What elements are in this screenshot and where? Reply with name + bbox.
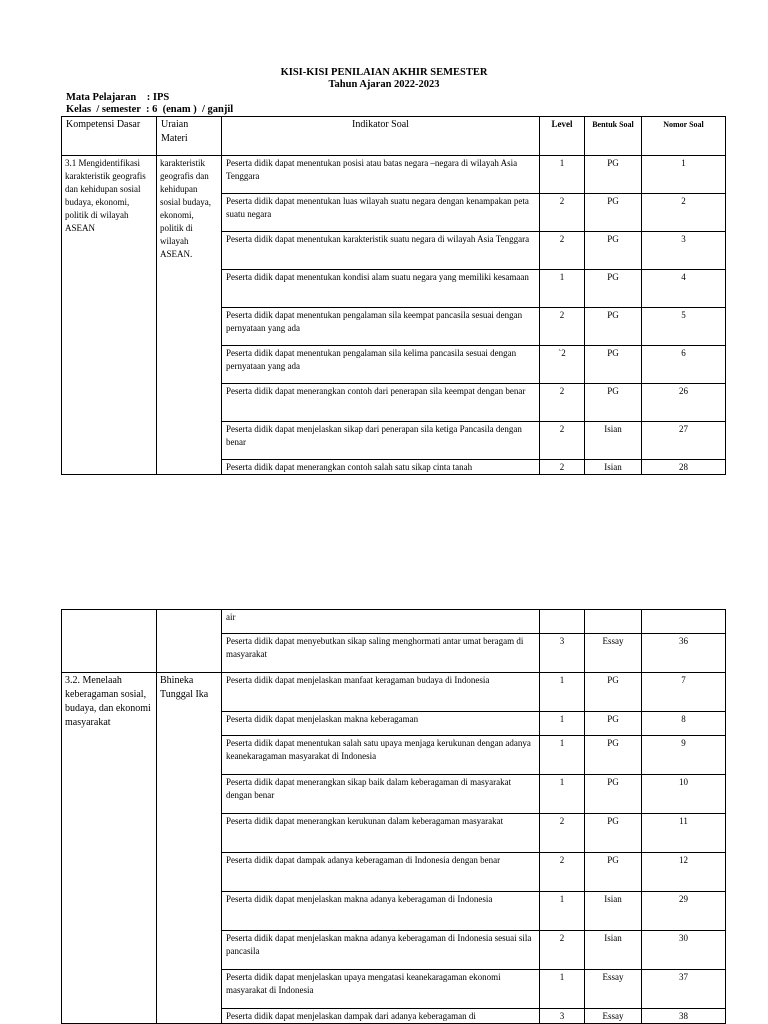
level-cell: 3 (540, 1009, 585, 1024)
indikator-cell: Peserta didik dapat menerangkan contoh salah satu sikap cinta tanah (222, 460, 540, 475)
level-cell: 1 (540, 970, 585, 1009)
level-cell: 2 (540, 853, 585, 892)
indikator-cell: Peserta didik dapat menyebutkan sikap saling menghormati antar umat beragam di masyarakat (222, 634, 540, 673)
indikator-cell: Peserta didik dapat menjelaskan upaya mengatasi keanekaragaman ekonomi masyarakat di Indonesia (222, 970, 540, 1009)
indikator-cell: Peserta didik dapat menjelaskan dampak dari adanya keberagaman di (222, 1009, 540, 1024)
level-cell: 1 (540, 270, 585, 308)
bentuk-soal-cell: Essay (585, 1009, 642, 1024)
indikator-cell: Peserta didik dapat menjelaskan makna adanya keberagaman di Indonesia sesuai sila pancasila (222, 931, 540, 970)
level-cell: 1 (540, 892, 585, 931)
uraian-materi-cell: karakteristik geografis dan kehidupan sosial budaya, ekonomi, politik di wilayah ASEAN. (157, 156, 222, 475)
bentuk-soal-cell (585, 610, 642, 634)
nomor-soal-cell: 12 (642, 853, 726, 892)
indikator-cell: Peserta didik dapat menentukan karakteristik suatu negara di wilayah Asia Tenggara (222, 232, 540, 270)
bentuk-soal-cell: PG (585, 232, 642, 270)
bentuk-soal-cell: PG (585, 673, 642, 712)
level-cell (540, 610, 585, 634)
subject-line: Mata Pelajaran : IPS (66, 92, 170, 103)
indikator-cell: Peserta didik dapat menentukan salah satu upaya menjaga kerukunan dengan adanya keanekaragaman masyarakat di Indonesia (222, 736, 540, 775)
bentuk-soal-cell: PG (585, 308, 642, 346)
kompetensi-dasar-cell: 3.2. Menelaah keberagaman sosial, budaya, dan ekonomi masyarakat (62, 673, 157, 1024)
header-indikator-soal: Indikator Soal (222, 117, 540, 156)
bentuk-soal-cell: Isian (585, 422, 642, 460)
indikator-cell: Peserta didik dapat menentukan pengalaman sila kelima pancasila sesuai dengan pernyataan yang ada (222, 346, 540, 384)
class-line: Kelas / semester : 6 (enam ) / ganjil (66, 104, 234, 115)
header-kompetensi-dasar: Kompetensi Dasar (62, 117, 157, 156)
nomor-soal-cell: 28 (642, 460, 726, 475)
bentuk-soal-cell: PG (585, 156, 642, 194)
nomor-soal-cell: 6 (642, 346, 726, 384)
level-cell: 3 (540, 634, 585, 673)
nomor-soal-cell: 10 (642, 775, 726, 814)
indikator-cell: Peserta didik dapat menjelaskan makna keberagaman (222, 712, 540, 736)
uraian-materi-cell-empty (157, 610, 222, 673)
bentuk-soal-cell: Isian (585, 460, 642, 475)
indikator-cell: Peserta didik dapat menerangkan contoh dari penerapan sila keempat dengan benar (222, 384, 540, 422)
level-cell: 1 (540, 736, 585, 775)
table-row (62, 673, 726, 712)
kompetensi-dasar-cell-empty (62, 610, 157, 673)
nomor-soal-cell: 26 (642, 384, 726, 422)
indikator-cell: Peserta didik dapat menerangkan sikap baik dalam keberagaman di masyarakat dengan benar (222, 775, 540, 814)
nomor-soal-cell: 38 (642, 1009, 726, 1024)
bentuk-soal-cell: PG (585, 346, 642, 384)
level-cell: 2 (540, 460, 585, 475)
bentuk-soal-cell: PG (585, 384, 642, 422)
level-cell: 1 (540, 775, 585, 814)
nomor-soal-cell: 1 (642, 156, 726, 194)
uraian-materi-cell: Bhineka Tunggal Ika (157, 673, 222, 1024)
header-uraian-materi: Uraian Materi (157, 117, 222, 156)
nomor-soal-cell: 9 (642, 736, 726, 775)
level-cell: 2 (540, 422, 585, 460)
indikator-cell: Peserta didik dapat menerangkan kerukunan dalam keberagaman masyarakat (222, 814, 540, 853)
level-cell: 1 (540, 673, 585, 712)
bentuk-soal-cell: PG (585, 853, 642, 892)
indikator-cell: Peserta didik dapat menjelaskan sikap dari penerapan sila ketiga Pancasila dengan benar (222, 422, 540, 460)
nomor-soal-cell: 8 (642, 712, 726, 736)
document-title: KISI-KISI PENILAIAN AKHIR SEMESTER (280, 67, 488, 78)
nomor-soal-cell (642, 610, 726, 634)
level-cell: 2 (540, 194, 585, 232)
header-nomor-soal: Nomor Soal (642, 117, 726, 156)
level-cell: `2 (540, 346, 585, 384)
level-cell: 1 (540, 156, 585, 194)
indikator-cell: Peserta didik dapat menjelaskan makna adanya keberagaman di Indonesia (222, 892, 540, 931)
level-cell: 2 (540, 814, 585, 853)
indikator-cell: Peserta didik dapat dampak adanya keberagaman di Indonesia dengan benar (222, 853, 540, 892)
nomor-soal-cell: 37 (642, 970, 726, 1009)
kompetensi-dasar-cell: 3.1 Mengidentifikasi karakteristik geografis dan kehidupan sosial budaya, ekonomi, politik di wilayah ASEAN (62, 156, 157, 475)
level-cell: 2 (540, 308, 585, 346)
indikator-cell: Peserta didik dapat menentukan kondisi alam suatu negara yang memiliki kesamaan (222, 270, 540, 308)
document-subtitle: Tahun Ajaran 2022-2023 (328, 79, 440, 90)
bentuk-soal-cell: Essay (585, 634, 642, 673)
nomor-soal-cell: 36 (642, 634, 726, 673)
level-cell: 1 (540, 712, 585, 736)
bentuk-soal-cell: PG (585, 712, 642, 736)
bentuk-soal-cell: Isian (585, 931, 642, 970)
level-cell: 2 (540, 384, 585, 422)
nomor-soal-cell: 29 (642, 892, 726, 931)
bentuk-soal-cell: PG (585, 736, 642, 775)
bentuk-soal-cell: PG (585, 775, 642, 814)
table-row (62, 156, 726, 194)
kisi-kisi-table-page-1 (61, 116, 726, 475)
indikator-cell: air (222, 610, 540, 634)
indikator-cell: Peserta didik dapat menentukan luas wilayah suatu negara dengan kenampakan peta suatu negara (222, 194, 540, 232)
indikator-cell: Peserta didik dapat menentukan pengalaman sila keempat pancasila sesuai dengan pernyataan yang ada (222, 308, 540, 346)
header-level: Level (540, 117, 585, 156)
header-bentuk-soal: Bentuk Soal (585, 117, 642, 156)
kisi-kisi-table-page-2 (61, 609, 726, 1024)
level-cell: 2 (540, 931, 585, 970)
bentuk-soal-cell: PG (585, 194, 642, 232)
nomor-soal-cell: 4 (642, 270, 726, 308)
nomor-soal-cell: 30 (642, 931, 726, 970)
nomor-soal-cell: 2 (642, 194, 726, 232)
nomor-soal-cell: 5 (642, 308, 726, 346)
header-row (62, 117, 726, 156)
nomor-soal-cell: 7 (642, 673, 726, 712)
indikator-cell: Peserta didik dapat menentukan posisi atau batas negara –negara di wilayah Asia Tenggara (222, 156, 540, 194)
indikator-cell: Peserta didik dapat menjelaskan manfaat keragaman budaya di Indonesia (222, 673, 540, 712)
bentuk-soal-cell: Essay (585, 970, 642, 1009)
level-cell: 2 (540, 232, 585, 270)
bentuk-soal-cell: PG (585, 270, 642, 308)
bentuk-soal-cell: PG (585, 814, 642, 853)
table-row (62, 610, 726, 634)
bentuk-soal-cell: Isian (585, 892, 642, 931)
nomor-soal-cell: 3 (642, 232, 726, 270)
nomor-soal-cell: 27 (642, 422, 726, 460)
nomor-soal-cell: 11 (642, 814, 726, 853)
